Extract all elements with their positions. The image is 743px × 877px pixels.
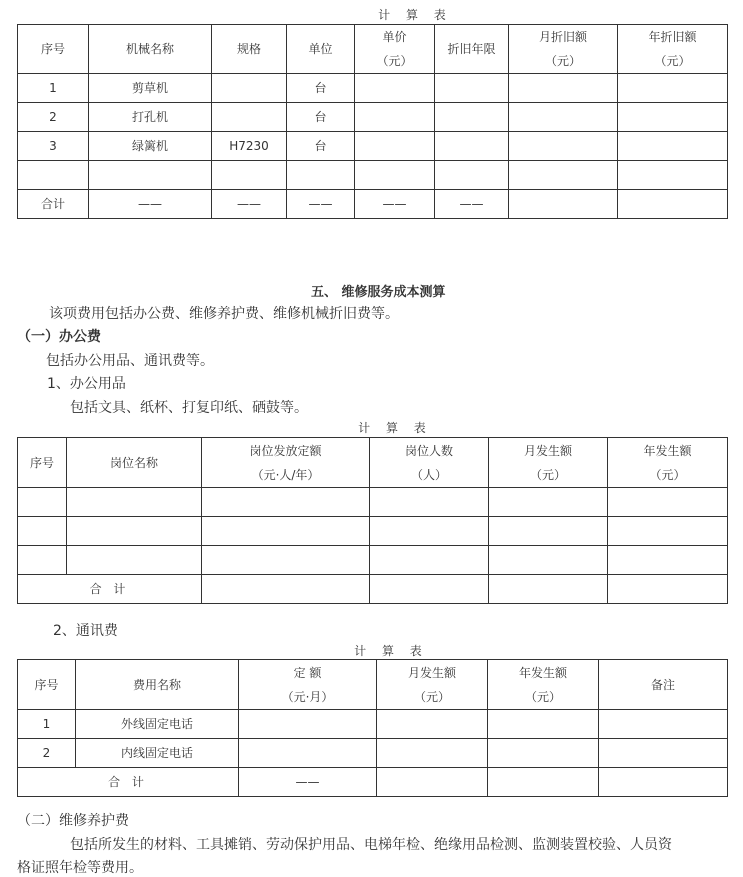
table-cell: 台 — [287, 132, 355, 161]
table-cell — [618, 161, 728, 190]
table-cell — [608, 488, 728, 517]
table-cell — [489, 488, 608, 517]
table-cell — [488, 739, 599, 768]
office-supplies-table — [17, 437, 728, 604]
section-intro: 该项费用包括办公费、维修养护费、维修机械折旧费等。 — [49, 306, 399, 322]
table-cell — [202, 517, 370, 546]
header-cell: 年发生额 （元） — [608, 438, 728, 488]
table-cell — [212, 74, 287, 103]
table-cell — [509, 132, 618, 161]
header-cell: 定 额 （元·月） — [239, 660, 377, 710]
table2-caption: 计 算 表 — [358, 421, 432, 435]
table-row — [18, 710, 728, 739]
header-cell: 单价 （元） — [355, 25, 435, 74]
table-row — [18, 161, 728, 190]
table-cell — [435, 132, 509, 161]
table-cell — [489, 517, 608, 546]
item-title: 1、办公用品 — [47, 376, 126, 392]
table-total-row — [18, 768, 728, 797]
table-cell — [212, 103, 287, 132]
table-cell — [355, 161, 435, 190]
table-total-row — [18, 190, 728, 219]
header-cell: 单位 — [287, 25, 355, 74]
table-header-row — [18, 660, 728, 710]
table-cell — [370, 546, 489, 575]
table-cell — [489, 575, 608, 604]
table-cell — [287, 161, 355, 190]
table-cell — [355, 74, 435, 103]
table-row — [18, 546, 728, 575]
table-cell — [599, 739, 728, 768]
table-cell — [67, 488, 202, 517]
table-cell — [18, 488, 67, 517]
table-cell — [377, 768, 488, 797]
header-cell: 机械名称 — [89, 25, 212, 74]
table3-caption: 计 算 表 — [354, 644, 428, 658]
table-cell: —— — [435, 190, 509, 219]
table-cell — [599, 710, 728, 739]
table-cell — [618, 74, 728, 103]
table-cell: 3 — [18, 132, 89, 161]
table-cell — [202, 546, 370, 575]
table-row — [18, 74, 728, 103]
table-cell — [608, 546, 728, 575]
header-cell: 序号 — [18, 25, 89, 74]
table-cell — [355, 103, 435, 132]
table-header-row — [18, 438, 728, 488]
table-cell — [435, 161, 509, 190]
table-row — [18, 132, 728, 161]
table-cell: 外线固定电话 — [76, 710, 239, 739]
table-cell — [370, 517, 489, 546]
header-cell: 年发生额 （元） — [488, 660, 599, 710]
table-row — [18, 103, 728, 132]
table-header-row — [18, 25, 728, 74]
table-cell — [599, 768, 728, 797]
table-cell — [202, 488, 370, 517]
table-total-row — [18, 575, 728, 604]
table-cell — [488, 768, 599, 797]
table-cell: 合 计 — [18, 768, 239, 797]
item-title: 2、通讯费 — [53, 623, 118, 639]
table-cell — [370, 488, 489, 517]
table-cell — [67, 517, 202, 546]
table-cell — [509, 74, 618, 103]
header-cell: 费用名称 — [76, 660, 239, 710]
table-cell — [435, 74, 509, 103]
subsection-text-cont: 格证照年检等费用。 — [17, 860, 143, 876]
table-cell — [67, 546, 202, 575]
table-cell: 绿篱机 — [89, 132, 212, 161]
header-cell: 序号 — [18, 660, 76, 710]
table-cell — [89, 161, 212, 190]
table-cell: 2 — [18, 103, 89, 132]
table-cell — [509, 103, 618, 132]
table-cell — [18, 546, 67, 575]
communication-fee-table — [17, 659, 728, 797]
table-cell: 内线固定电话 — [76, 739, 239, 768]
table-cell — [608, 517, 728, 546]
table-cell — [618, 190, 728, 219]
header-cell: 岗位名称 — [67, 438, 202, 488]
table-cell: —— — [287, 190, 355, 219]
table-cell: —— — [212, 190, 287, 219]
table-cell — [608, 575, 728, 604]
table-cell — [377, 739, 488, 768]
section-title: 五、 维修服务成本测算 — [311, 285, 446, 300]
table-cell — [489, 546, 608, 575]
table-cell: H7230 — [212, 132, 287, 161]
subsection-title: （二）维修养护费 — [17, 813, 129, 829]
table-cell: 1 — [18, 74, 89, 103]
header-cell: 序号 — [18, 438, 67, 488]
table-cell: 2 — [18, 739, 76, 768]
depreciation-table — [17, 24, 728, 219]
table-cell: 1 — [18, 710, 76, 739]
header-cell: 年折旧额 （元） — [618, 25, 728, 74]
header-cell: 规格 — [212, 25, 287, 74]
subsection-text: 包括所发生的材料、工具摊销、劳动保护用品、电梯年检、绝缘用品检测、监测装置校验、人员资 — [70, 837, 672, 853]
header-cell: 岗位人数 （人） — [370, 438, 489, 488]
item-text: 包括文具、纸杯、打复印纸、硒鼓等。 — [70, 400, 308, 416]
table-cell — [377, 710, 488, 739]
table-cell: 合 计 — [18, 575, 202, 604]
header-cell: 月发生额 （元） — [377, 660, 488, 710]
table-cell — [509, 161, 618, 190]
table-cell: —— — [355, 190, 435, 219]
table-cell — [488, 710, 599, 739]
table-cell: 台 — [287, 74, 355, 103]
header-cell: 月发生额 （元） — [489, 438, 608, 488]
header-cell: 岗位发放定额 （元·人/年） — [202, 438, 370, 488]
table-cell — [212, 161, 287, 190]
table-row — [18, 739, 728, 768]
subsection-title: （一）办公费 — [17, 329, 101, 345]
header-cell: 备注 — [599, 660, 728, 710]
subsection-text: 包括办公用品、通讯费等。 — [46, 353, 214, 369]
table-cell — [509, 190, 618, 219]
table-row — [18, 517, 728, 546]
table-cell — [370, 575, 489, 604]
table-cell — [202, 575, 370, 604]
table-row — [18, 488, 728, 517]
table-cell — [355, 132, 435, 161]
table-cell: 合计 — [18, 190, 89, 219]
table-cell — [435, 103, 509, 132]
table-cell — [239, 710, 377, 739]
header-cell: 折旧年限 — [435, 25, 509, 74]
table-cell: 剪草机 — [89, 74, 212, 103]
table-cell: 打孔机 — [89, 103, 212, 132]
table-cell — [18, 517, 67, 546]
table-cell — [18, 161, 89, 190]
table1-caption: 计 算 表 — [378, 8, 452, 22]
table-cell — [618, 132, 728, 161]
table-cell — [618, 103, 728, 132]
table-cell — [239, 739, 377, 768]
table-cell: —— — [89, 190, 212, 219]
table-cell: 台 — [287, 103, 355, 132]
table-cell: —— — [239, 768, 377, 797]
header-cell: 月折旧额 （元） — [509, 25, 618, 74]
